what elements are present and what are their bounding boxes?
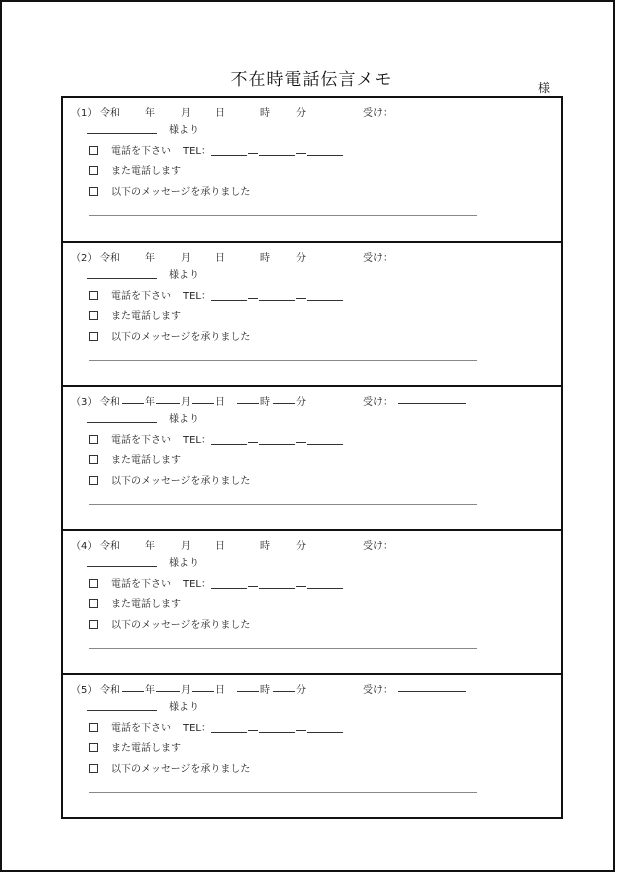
checkbox-message[interactable] (89, 476, 98, 485)
hour-label: 時 (260, 253, 270, 264)
option-message-label: 以下のメッセージを承りました (111, 764, 251, 775)
option-call-back-label: 電話を下さい (111, 435, 171, 446)
tel-field-3[interactable] (307, 291, 343, 301)
month-label: 月 (181, 253, 191, 264)
hour-field[interactable] (237, 681, 259, 692)
tel-field-1[interactable] (211, 146, 247, 156)
memo-block (61, 96, 563, 241)
tel-separator (296, 436, 306, 443)
minute-label: 分 (296, 685, 306, 696)
checkbox-call-back[interactable] (89, 579, 98, 588)
minute-label: 分 (296, 253, 306, 264)
from-caller-label: 様より (169, 702, 199, 713)
from-caller-label: 様より (169, 270, 199, 281)
month-label: 月 (181, 685, 191, 696)
hour-label: 時 (260, 108, 270, 119)
caller-name-field[interactable] (87, 710, 157, 711)
from-caller-label: 様より (169, 558, 199, 569)
message-line[interactable] (89, 504, 477, 505)
option-call-again[interactable] (89, 739, 181, 754)
tel-field-2[interactable] (259, 723, 295, 733)
hour-field[interactable] (237, 393, 259, 404)
option-call-back-label: 電話を下さい (111, 723, 171, 734)
memo-block (61, 385, 563, 530)
day-label: 日 (215, 397, 225, 408)
tel-label: TEL： (183, 435, 211, 446)
tel-label: TEL： (183, 723, 211, 734)
tel-separator (296, 292, 306, 299)
hour-label: 時 (260, 541, 270, 552)
option-message-label: 以下のメッセージを承りました (111, 620, 251, 631)
tel-separator (248, 147, 258, 154)
minute-field[interactable] (273, 681, 295, 692)
option-message[interactable] (89, 328, 250, 343)
tel-field-2[interactable] (259, 435, 295, 445)
from-caller-label: 様より (169, 125, 199, 136)
day-label: 日 (215, 253, 225, 264)
tel-field-2[interactable] (259, 291, 295, 301)
minute-field[interactable] (273, 393, 295, 404)
month-label: 月 (181, 541, 191, 552)
minute-label: 分 (296, 541, 306, 552)
era-label: 令和 (100, 108, 120, 119)
checkbox-message[interactable] (89, 764, 98, 773)
tel-field-1[interactable] (211, 723, 247, 733)
year-field[interactable] (122, 393, 144, 404)
day-label: 日 (215, 541, 225, 552)
day-label: 日 (215, 685, 225, 696)
option-call-back[interactable] (89, 575, 343, 590)
tel-separator (296, 724, 306, 731)
option-message-label: 以下のメッセージを承りました (111, 332, 251, 343)
checkbox-call-back[interactable] (89, 723, 98, 732)
option-message-label: 以下のメッセージを承りました (111, 187, 251, 198)
caller-name-field[interactable] (87, 422, 157, 423)
receiver-field[interactable] (398, 681, 466, 692)
checkbox-call-back[interactable] (89, 291, 98, 300)
option-message[interactable] (89, 472, 250, 487)
option-message[interactable] (89, 616, 250, 631)
tel-separator (248, 580, 258, 587)
tel-field-1[interactable] (211, 579, 247, 589)
memo-index: （5） (71, 685, 98, 696)
checkbox-message[interactable] (89, 332, 98, 341)
receiver-label: 受け： (363, 541, 393, 552)
receiver-label: 受け： (363, 685, 393, 696)
year-label: 年 (145, 541, 155, 552)
message-line[interactable] (89, 215, 477, 216)
receiver-label: 受け： (363, 397, 393, 408)
checkbox-call-again[interactable] (89, 599, 98, 608)
era-label: 令和 (100, 685, 120, 696)
year-label: 年 (145, 685, 155, 696)
option-call-again-label: また電話します (111, 743, 181, 754)
option-call-again[interactable] (89, 307, 181, 322)
memo-block (61, 529, 563, 674)
tel-field-1[interactable] (211, 291, 247, 301)
option-call-again[interactable] (89, 162, 181, 177)
tel-field-3[interactable] (307, 435, 343, 445)
tel-separator (296, 147, 306, 154)
option-message-label: 以下のメッセージを承りました (111, 476, 251, 487)
tel-field-2[interactable] (259, 146, 295, 156)
receiver-field[interactable] (398, 393, 466, 404)
year-label: 年 (145, 397, 155, 408)
checkbox-call-back[interactable] (89, 435, 98, 444)
tel-separator (248, 724, 258, 731)
option-message[interactable] (89, 183, 250, 198)
option-call-back-label: 電話を下さい (111, 291, 171, 302)
day-field[interactable] (192, 393, 214, 404)
tel-field-3[interactable] (307, 146, 343, 156)
message-line[interactable] (89, 792, 477, 793)
checkbox-call-again[interactable] (89, 311, 98, 320)
option-message[interactable] (89, 760, 250, 775)
message-line[interactable] (89, 360, 477, 361)
year-field[interactable] (122, 681, 144, 692)
option-call-back[interactable] (89, 719, 343, 734)
checkbox-message[interactable] (89, 620, 98, 629)
hour-label: 時 (260, 685, 270, 696)
caller-name-field[interactable] (87, 278, 157, 279)
memo-index: （1） (71, 108, 98, 119)
tel-label: TEL： (183, 579, 211, 590)
year-label: 年 (145, 253, 155, 264)
addressee-suffix: 様 (538, 81, 551, 95)
option-call-back-label: 電話を下さい (111, 579, 171, 590)
caller-name-field[interactable] (87, 133, 157, 134)
checkbox-call-again[interactable] (89, 166, 98, 175)
checkbox-call-again[interactable] (89, 743, 98, 752)
from-caller-label: 様より (169, 414, 199, 425)
option-call-again[interactable] (89, 451, 181, 466)
era-label: 令和 (100, 253, 120, 264)
message-line[interactable] (89, 648, 477, 649)
tel-separator (296, 580, 306, 587)
memo-block (61, 673, 563, 819)
memo-index: （4） (71, 541, 98, 552)
tel-label: TEL： (183, 146, 211, 157)
tel-field-2[interactable] (259, 579, 295, 589)
month-label: 月 (181, 108, 191, 119)
option-call-again[interactable] (89, 595, 181, 610)
receiver-label: 受け： (363, 108, 393, 119)
month-label: 月 (181, 397, 191, 408)
caller-name-field[interactable] (87, 566, 157, 567)
year-label: 年 (145, 108, 155, 119)
memo-index: （2） (71, 253, 98, 264)
tel-field-3[interactable] (307, 579, 343, 589)
option-call-again-label: また電話します (111, 455, 181, 466)
checkbox-message[interactable] (89, 187, 98, 196)
page-title: 不在時電話伝言メモ (230, 70, 393, 90)
memo-block (61, 241, 563, 386)
checkbox-call-again[interactable] (89, 455, 98, 464)
hour-label: 時 (260, 397, 270, 408)
option-call-back[interactable] (89, 287, 343, 302)
tel-separator (248, 436, 258, 443)
option-call-back[interactable] (89, 431, 343, 446)
option-call-back-label: 電話を下さい (111, 146, 171, 157)
era-label: 令和 (100, 541, 120, 552)
option-call-again-label: また電話します (111, 311, 181, 322)
day-label: 日 (215, 108, 225, 119)
month-field[interactable] (156, 393, 180, 404)
tel-label: TEL： (183, 291, 211, 302)
option-call-again-label: また電話します (111, 599, 181, 610)
tel-field-3[interactable] (307, 723, 343, 733)
tel-field-1[interactable] (211, 435, 247, 445)
option-call-again-label: また電話します (111, 166, 181, 177)
era-label: 令和 (100, 397, 120, 408)
checkbox-call-back[interactable] (89, 146, 98, 155)
memo-index: （3） (71, 397, 98, 408)
tel-separator (248, 292, 258, 299)
month-field[interactable] (156, 681, 180, 692)
minute-label: 分 (296, 397, 306, 408)
minute-label: 分 (296, 108, 306, 119)
receiver-label: 受け： (363, 253, 393, 264)
option-call-back[interactable] (89, 142, 343, 157)
day-field[interactable] (192, 681, 214, 692)
